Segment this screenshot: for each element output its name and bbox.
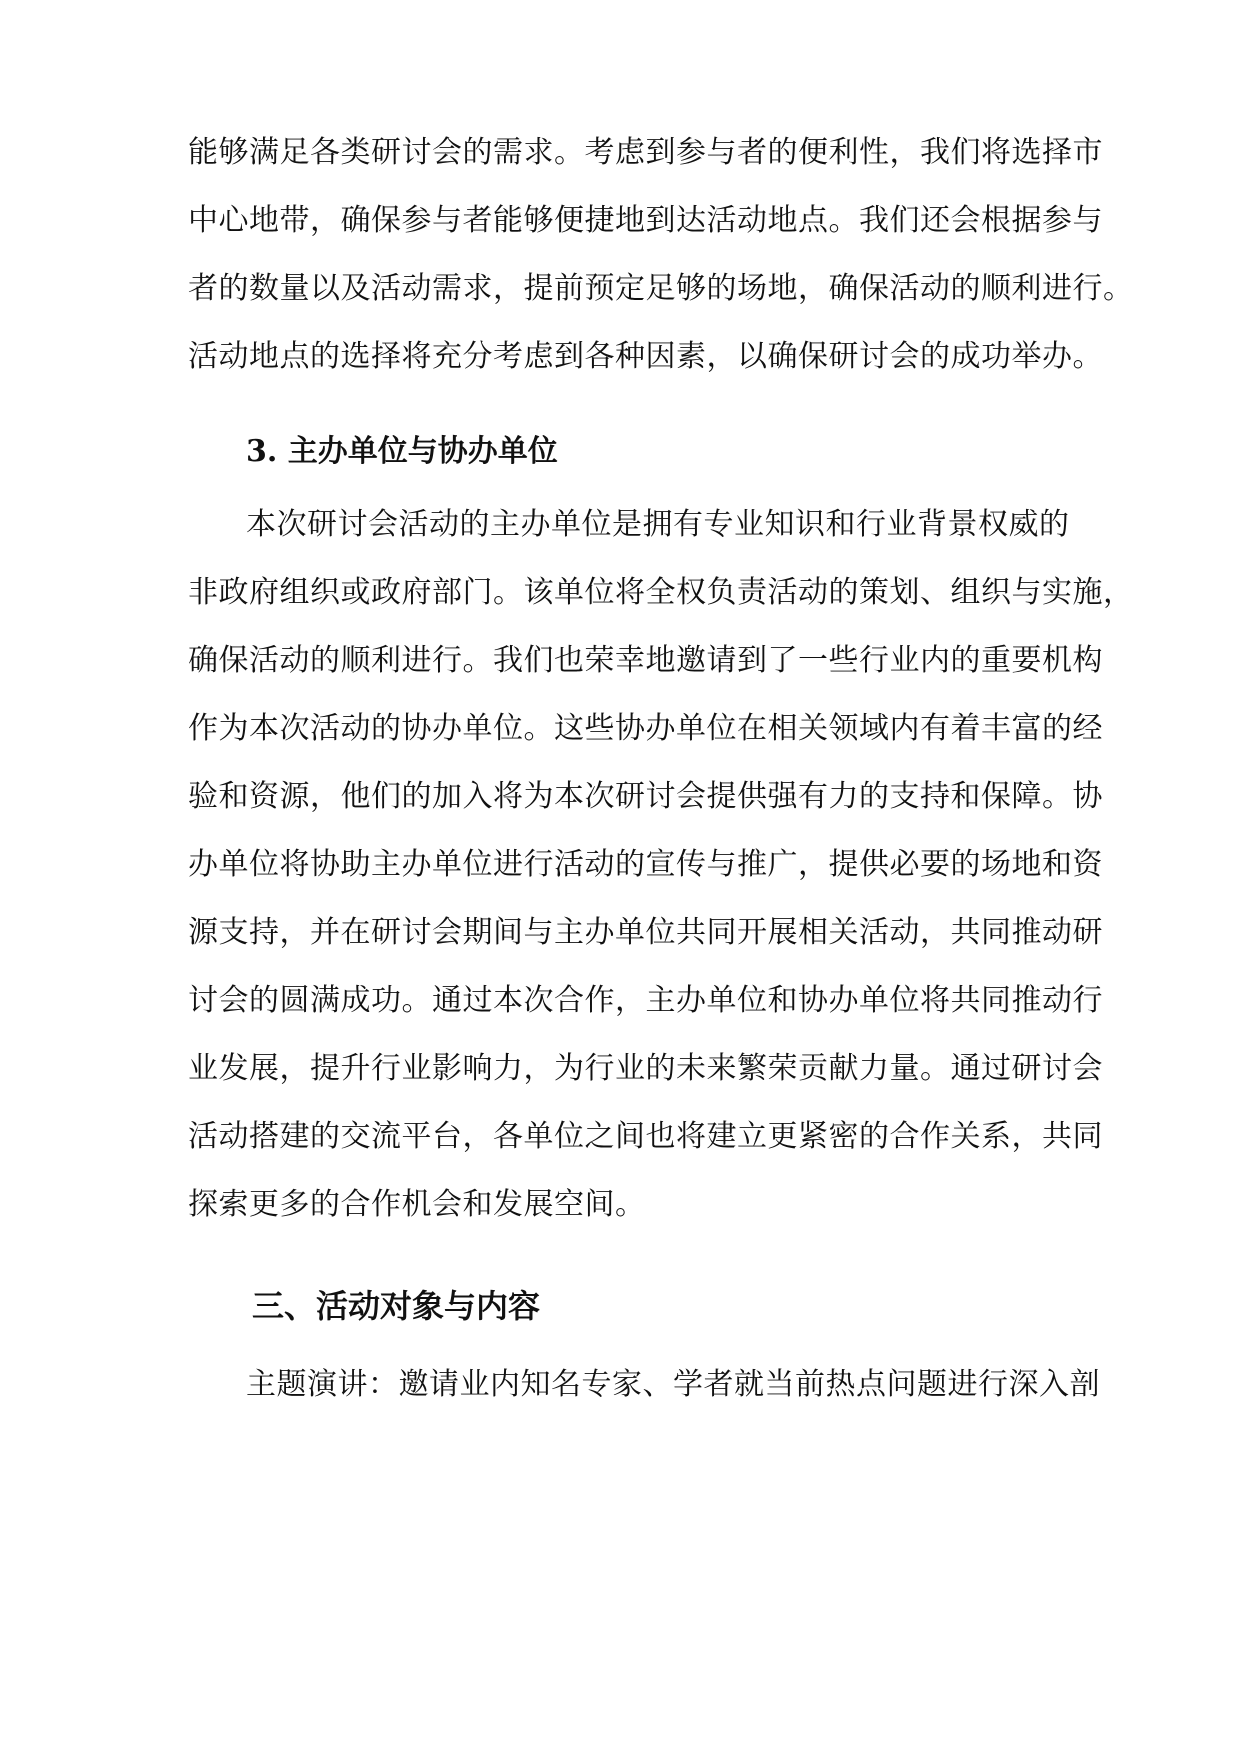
paragraph-line: 本次研讨会活动的主办单位是拥有专业知识和行业背景权威的: [246, 507, 1070, 542]
paragraph-line: 者的数量以及活动需求，提前预定足够的场地，确保活动的顺利进行。: [188, 271, 1134, 306]
paragraph-line: 中心地带，确保参与者能够便捷地到达活动地点。我们还会根据参与: [188, 203, 1103, 238]
paragraph-line: 探索更多的合作机会和发展空间。: [188, 1187, 646, 1222]
paragraph-line: 活动地点的选择将充分考虑到各种因素，以确保研讨会的成功举办。: [188, 339, 1103, 374]
section-heading: 三、活动对象与内容: [252, 1287, 541, 1325]
paragraph-line: 作为本次活动的协办单位。这些协办单位在相关领域内有着丰富的经: [188, 711, 1103, 746]
paragraph-line: 非政府组织或政府部门。该单位将全权负责活动的策划、组织与实施，: [188, 575, 1134, 610]
paragraph-line: 主题演讲：邀请业内知名专家、学者就当前热点问题进行深入剖: [246, 1367, 1100, 1402]
paragraph-line: 确保活动的顺利进行。我们也荣幸地邀请到了一些行业内的重要机构: [188, 643, 1103, 678]
paragraph-line: 验和资源，他们的加入将为本次研讨会提供强有力的支持和保障。协: [188, 779, 1103, 814]
paragraph-line: 业发展，提升行业影响力，为行业的未来繁荣贡献力量。通过研讨会: [188, 1051, 1103, 1086]
subsection-heading: 3. 主办单位与协办单位: [246, 434, 558, 469]
paragraph-line: 能够满足各类研讨会的需求。考虑到参与者的便利性，我们将选择市: [188, 135, 1103, 170]
paragraph-line: 源支持，并在研讨会期间与主办单位共同开展相关活动，共同推动研: [188, 915, 1103, 950]
paragraph-line: 活动搭建的交流平台，各单位之间也将建立更紧密的合作关系，共同: [188, 1119, 1103, 1154]
paragraph-line: 讨会的圆满成功。通过本次合作，主办单位和协办单位将共同推动行: [188, 983, 1103, 1018]
paragraph-line: 办单位将协助主办单位进行活动的宣传与推广，提供必要的场地和资: [188, 847, 1103, 882]
